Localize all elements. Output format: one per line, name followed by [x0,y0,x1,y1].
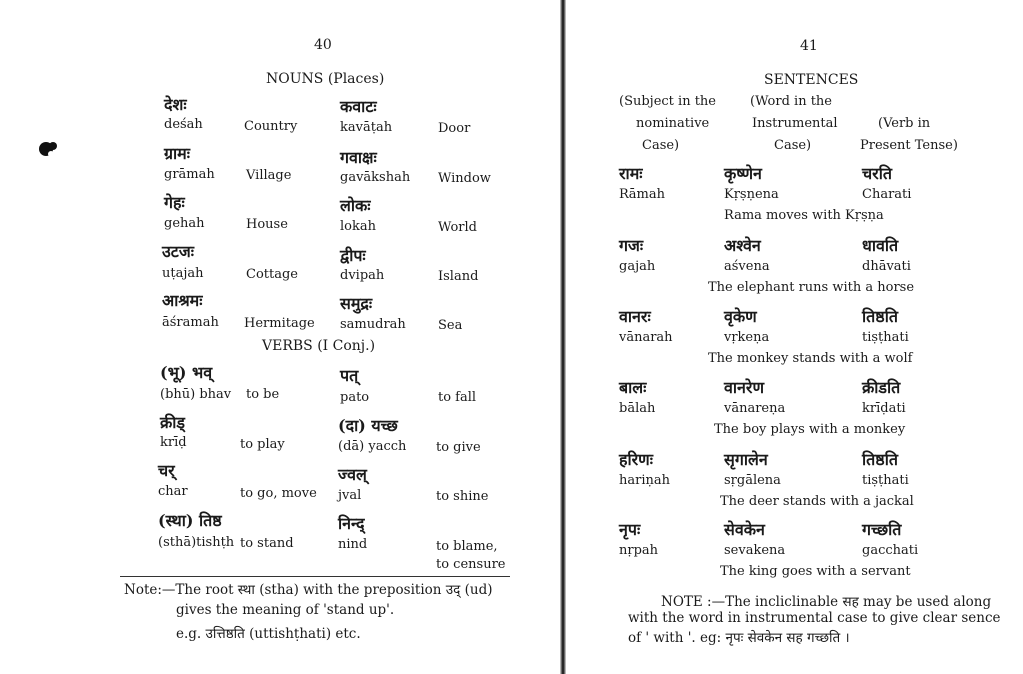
noun-transliteration: gavākshah [340,170,411,185]
noun-transliteration: deśah [164,117,203,132]
verb-meaning: to blame, [436,539,498,554]
note-line: of ' with '. eg: नृपः सेवकेन सह गच्छति । [628,630,850,646]
noun-meaning: Hermitage [244,316,315,331]
column-header-subject: nominative [636,116,710,131]
right-page [566,0,1023,674]
verb-transliteration: char [158,484,188,499]
noun-meaning: Sea [438,318,463,333]
verb-transliteration: krīḍati [862,401,906,416]
verb-meaning: to stand [240,536,294,551]
verb-devanagari: पत् [340,366,359,385]
verb-devanagari: निन्द् [338,514,365,533]
noun-devanagari: गेहः [164,193,185,212]
subject-devanagari: नृपः [619,520,641,539]
noun-transliteration: samudrah [340,317,406,332]
subject-transliteration: gajah [619,259,656,274]
noun-transliteration: āśramah [162,315,219,330]
verb-meaning: to go, move [240,486,317,501]
note-line: e.g. उत्तिष्ठति (uttishṭhati) etc. [176,626,361,642]
sentence-translation: The monkey stands with a wolf [708,351,913,366]
verb-transliteration: krīḍ [160,435,187,450]
noun-devanagari: कवाटः [340,97,377,116]
column-header-instrumental: Case) [774,138,812,153]
verb-meaning-continued: to censure [436,557,506,572]
noun-meaning: Country [244,119,298,134]
noun-transliteration: dvipah [340,268,385,283]
subject-devanagari: गजः [619,236,644,255]
verb-transliteration: (sthā)tishṭh [158,535,235,550]
verb-devanagari: क्रीडति [862,378,901,397]
noun-meaning: Island [438,269,479,284]
instrumental-transliteration: aśvena [724,259,770,274]
verb-devanagari: चरति [862,164,892,183]
noun-transliteration: lokah [340,219,376,234]
instrumental-transliteration: sevakena [724,543,786,558]
verb-transliteration: jval [338,488,362,503]
verb-devanagari: तिष्ठति [862,307,898,326]
verb-devanagari: ज्वल् [338,465,367,484]
instrumental-devanagari: अश्वेन [724,236,761,255]
column-header-verb: (Verb in [878,116,931,131]
verb-transliteration: Charati [862,187,912,202]
verb-transliteration: gacchati [862,543,919,558]
column-header-verb: Present Tense) [860,138,958,153]
note-line: gives the meaning of 'stand up'. [176,602,395,618]
noun-transliteration: uṭajah [162,266,204,281]
noun-devanagari: समुद्रः [340,294,373,313]
page-number: 40 [314,37,332,53]
instrumental-transliteration: Kṛṣṇena [724,187,779,202]
note-line: NOTE :—The incliclinable सह may be used along [661,594,992,610]
noun-devanagari: आश्रमः [162,291,203,310]
sentence-translation: Rama moves with Kṛṣṇa [724,208,884,223]
instrumental-devanagari: वानरेण [724,378,765,397]
verb-meaning: to play [240,437,285,452]
verb-devanagari: (दा) यच्छ [338,416,398,435]
verb-devanagari: तिष्ठति [862,450,898,469]
column-header-subject: (Subject in the [619,94,716,109]
verb-transliteration: tiṣṭhati [862,330,909,345]
instrumental-transliteration: vānareṇa [724,401,786,416]
subject-transliteration: nṛpah [619,543,659,558]
subject-transliteration: hariṇah [619,473,670,488]
noun-meaning: Village [246,168,292,183]
verb-transliteration: dhāvati [862,259,911,274]
instrumental-transliteration: vṛkeṇa [724,330,770,345]
column-header-subject: Case) [642,138,680,153]
noun-meaning: Window [438,171,491,186]
verb-transliteration: tiṣṭhati [862,473,909,488]
noun-devanagari: लोकः [340,196,371,215]
verb-devanagari: क्रीड् [160,413,185,432]
divider-rule [120,576,510,577]
verb-devanagari: चर् [158,461,175,480]
verb-meaning: to fall [438,390,477,405]
sentence-translation: The king goes with a servant [720,564,911,579]
verb-devanagari: धावति [862,236,899,255]
instrumental-devanagari: कृष्णेन [724,164,762,183]
subject-transliteration: bālah [619,401,656,416]
sentences-title: SENTENCES [764,72,859,88]
subject-devanagari: रामः [619,164,643,183]
subject-transliteration: Rāmah [619,187,665,202]
sentence-translation: The boy plays with a monkey [714,422,906,437]
subject-transliteration: vānarah [619,330,673,345]
sentence-translation: The deer stands with a jackal [720,494,914,509]
column-header-instrumental: Instrumental [752,116,838,131]
verbs-heading: VERBS (I Conj.) [262,338,376,354]
verb-devanagari: (स्था) तिष्ठ [158,511,222,530]
verb-transliteration: nind [338,537,368,552]
verb-transliteration: (bhū) bhav [160,387,232,402]
noun-meaning: Cottage [246,267,298,282]
verb-devanagari: गच्छति [862,520,902,539]
noun-transliteration: grāmah [164,167,215,182]
nouns-heading: NOUNS (Places) [266,71,385,87]
instrumental-devanagari: सेवकेन [724,520,765,539]
verb-meaning: to be [246,387,280,402]
noun-devanagari: उटजः [162,242,194,261]
subject-devanagari: हरिणः [619,450,653,469]
noun-devanagari: ग्रामः [164,144,190,163]
noun-transliteration: gehah [164,216,205,231]
subject-devanagari: बालः [619,378,647,397]
noun-meaning: Door [438,121,471,136]
instrumental-devanagari: वृकेण [724,307,757,326]
note-line: Note:—The root स्था (stha) with the preposition उद् (ud) [124,582,493,598]
instrumental-transliteration: sṛgālena [724,473,781,488]
verb-transliteration: pato [340,390,370,405]
noun-devanagari: देशः [164,95,187,114]
noun-meaning: World [438,220,477,235]
verb-transliteration: (dā) yacch [338,439,407,454]
subject-devanagari: वानरः [619,307,651,326]
note-line: with the word in instrumental case to give clear sence [628,610,1001,626]
verb-devanagari: (भू) भव् [160,363,213,382]
column-header-instrumental: (Word in the [750,94,832,109]
noun-devanagari: द्वीपः [340,246,366,265]
noun-devanagari: गवाक्षः [340,148,377,167]
noun-transliteration: kavāṭah [340,120,393,135]
page-number: 41 [800,38,818,54]
verb-meaning: to give [436,440,481,455]
instrumental-devanagari: सृगालेन [724,450,768,469]
verb-meaning: to shine [436,489,489,504]
sentence-translation: The elephant runs with a horse [708,280,915,295]
noun-meaning: House [246,217,288,232]
